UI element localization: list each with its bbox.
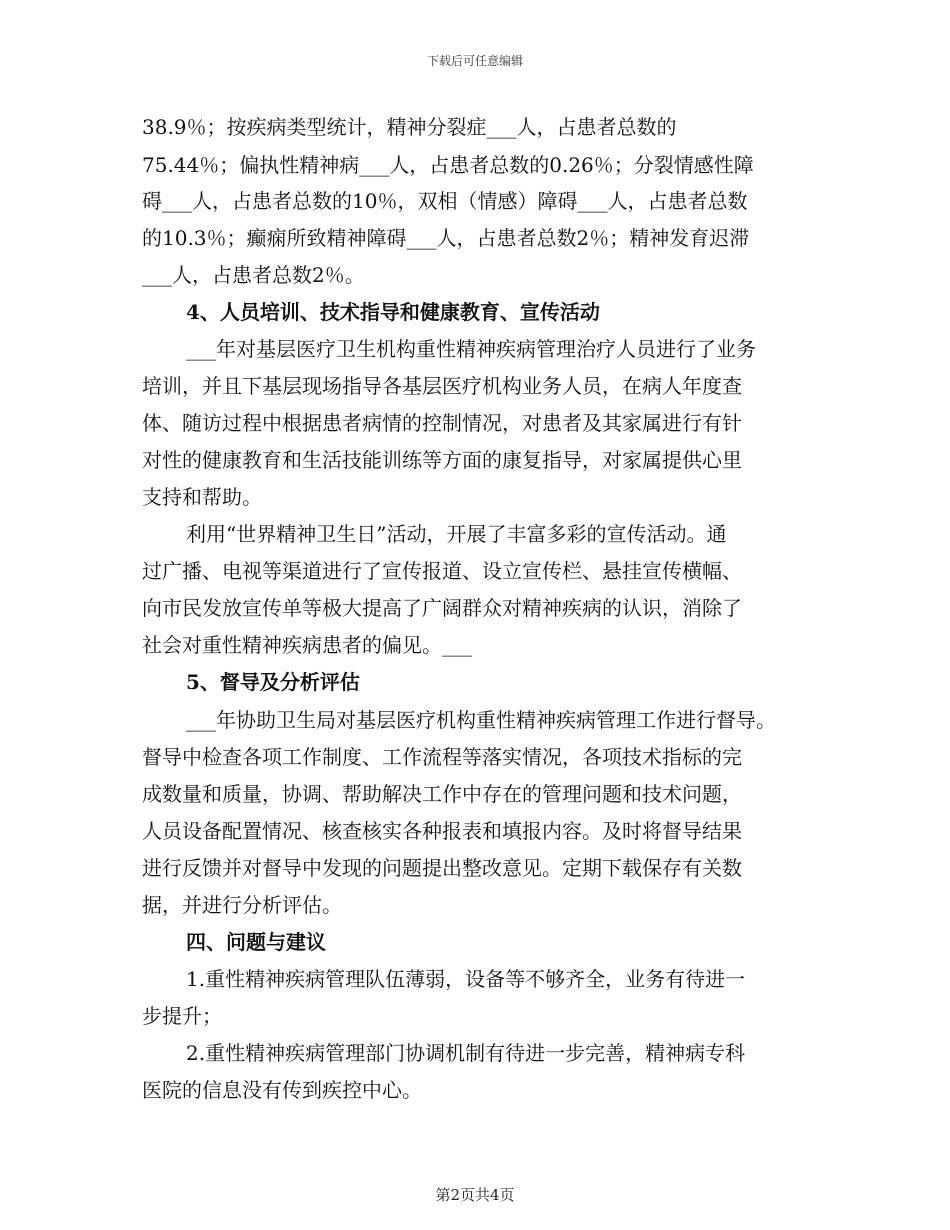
text-line: 社会对重性精神疾病患者的偏见。___ [142, 633, 472, 657]
text-line: 培训，并且下基层现场指导各基层医疗机构业务人员，在病人年度查 [142, 374, 742, 398]
text-line: ___人，占患者总数2％。 [142, 263, 365, 287]
text-line: 75.44％；偏执性精神病___人，占患者总数的0.26％；分裂情感性障 [142, 153, 754, 177]
section-heading: 4、人员培训、技术指导和健康教育、宣传活动 [186, 300, 600, 324]
page-footer: 第2页共4页 [435, 1186, 515, 1204]
text-line: 体、随访过程中根据患者病情的控制情况，对患者及其家属进行有针 [142, 411, 742, 435]
text-line: 支持和帮助。 [142, 485, 262, 509]
text-line: 进行反馈并对督导中发现的问题提出整改意见。定期下载保存有关数 [142, 856, 742, 880]
text-line: 利用“世界精神卫生日”活动，开展了丰富多彩的宣传活动。通 [186, 522, 727, 546]
text-line: 据，并进行分析评估。 [142, 893, 342, 917]
text-line: 向市民发放宣传单等极大提高了广阔群众对精神疾病的认识，消除了 [142, 596, 742, 620]
section-heading: 5、督导及分析评估 [186, 670, 360, 694]
page-header: 下载后可任意编辑 [426, 54, 523, 68]
text-line: 人员设备配置情况、核查核实各种报表和填报内容。及时将督导结果 [142, 819, 742, 843]
text-line: 38.9％；按疾病类型统计，精神分裂症___人，占患者总数的 [142, 115, 677, 139]
text-line: 1.重性精神疾病管理队伍薄弱，设备等不够齐全，业务有待进一 [186, 967, 746, 991]
text-line: 过广播、电视等渠道进行了宣传报道、设立宣传栏、悬挂宣传横幅、 [142, 559, 742, 583]
text-line: ___年协助卫生局对基层医疗机构重性精神疾病管理工作进行督导。 [186, 708, 776, 732]
text-line: 医院的信息没有传到疾控中心。 [142, 1078, 422, 1102]
text-line: 成数量和质量，协调、帮助解决工作中存在的管理问题和技术问题， [142, 782, 742, 806]
section-heading: 四、问题与建议 [186, 930, 326, 954]
text-line: 碍___人，占患者总数的10％，双相（情感）障碍___人，占患者总数 [142, 189, 748, 213]
text-line: ___年对基层医疗卫生机构重性精神疾病管理治疗人员进行了业务 [186, 337, 756, 361]
text-line: 对性的健康教育和生活技能训练等方面的康复指导，对家属提供心里 [142, 448, 742, 472]
text-line: 步提升； [142, 1004, 222, 1028]
text-line: 的10.3％；癫痫所致精神障碍___人，占患者总数2％；精神发育迟滞 [142, 226, 750, 250]
text-line: 督导中检查各项工作制度、工作流程等落实情况，各项技术指标的完 [142, 745, 742, 769]
text-line: 2.重性精神疾病管理部门协调机制有待进一步完善，精神病专科 [186, 1041, 746, 1065]
